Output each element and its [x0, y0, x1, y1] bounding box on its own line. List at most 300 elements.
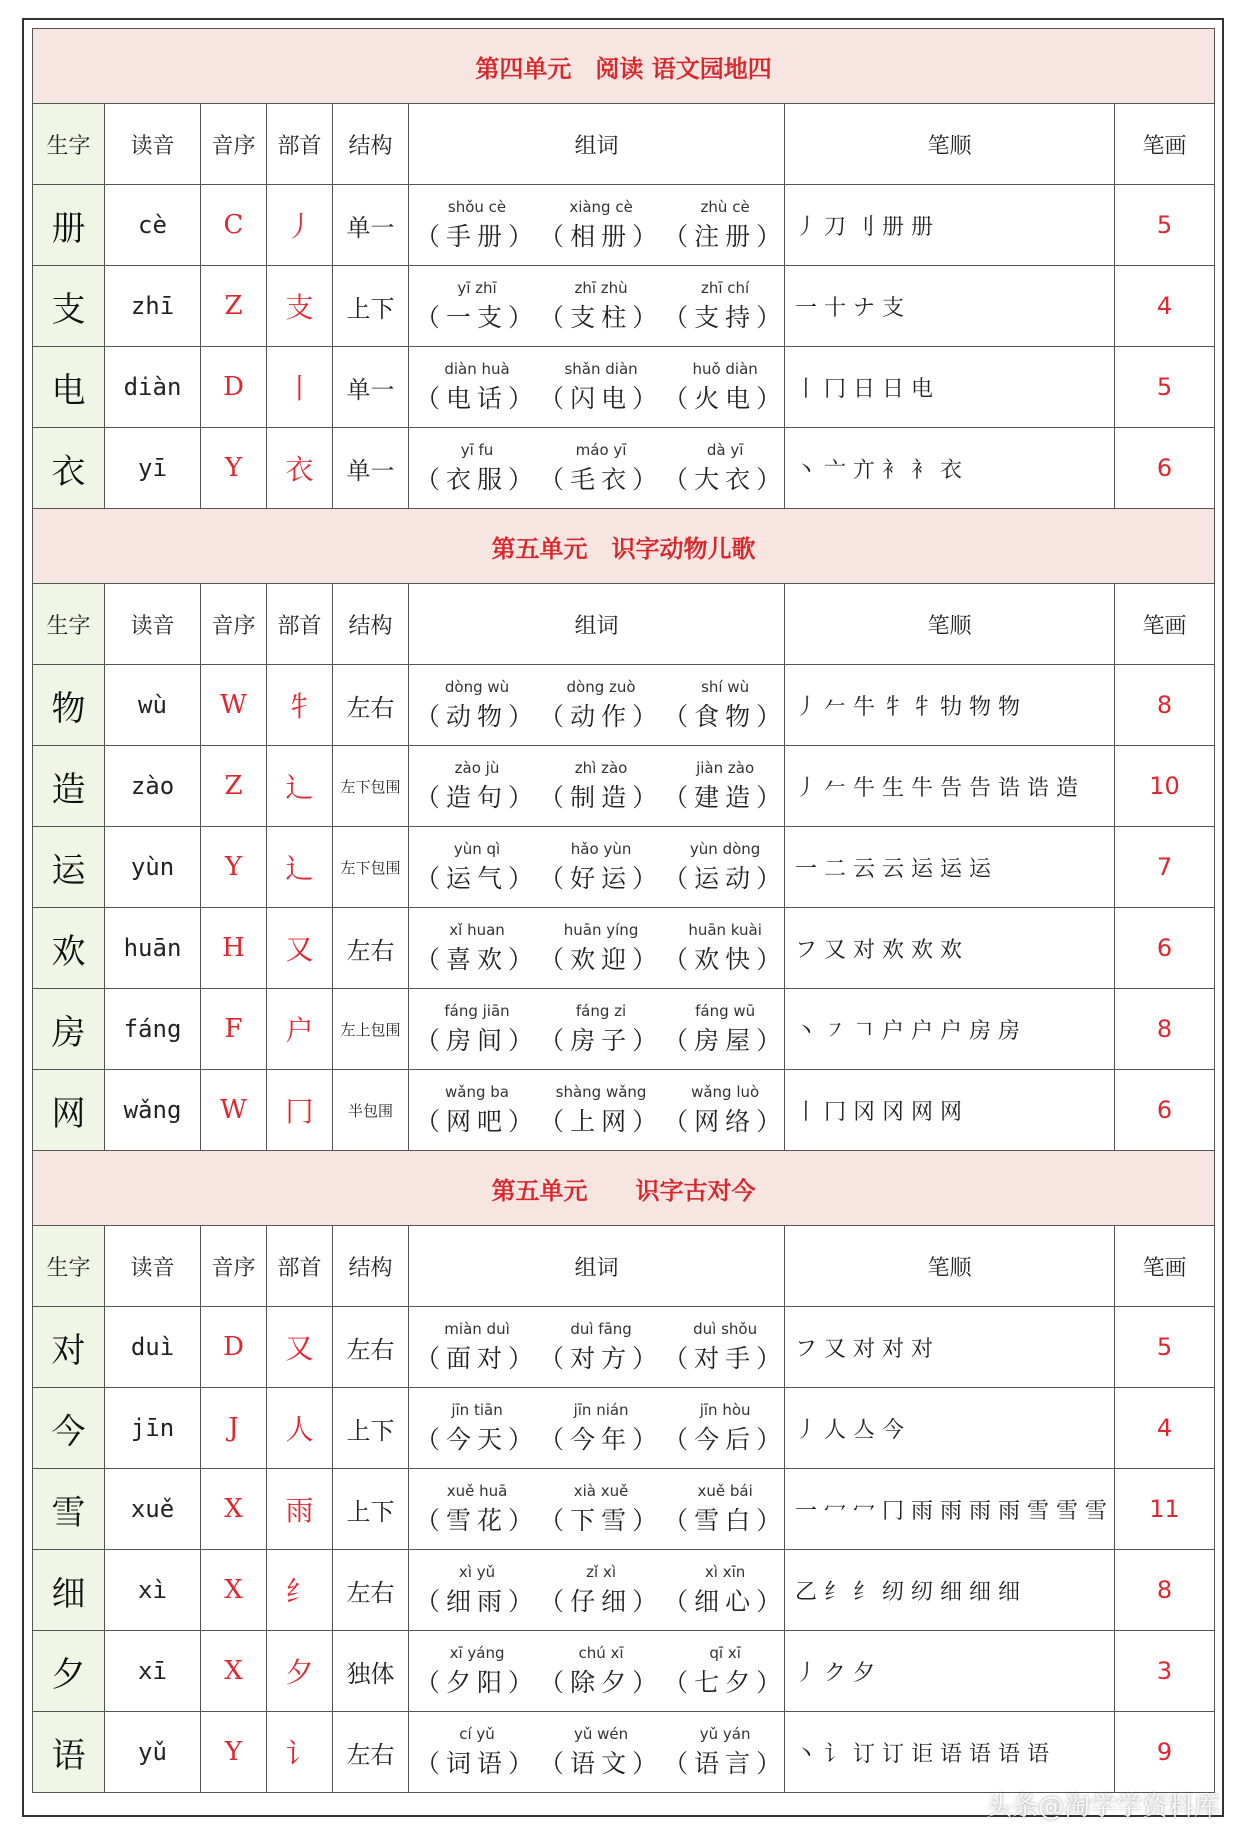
pinyin-cell: wù — [105, 665, 201, 746]
table-row — [33, 1307, 1215, 1388]
word-chinese: （细雨） — [415, 1587, 540, 1616]
word-chinese: （火电） — [663, 384, 788, 413]
word-group — [539, 1400, 663, 1456]
column-header: 笔画 — [1115, 584, 1215, 665]
word-group — [415, 197, 539, 253]
word-text: 语言 — [694, 1749, 757, 1778]
letter-order-cell: J — [201, 1388, 267, 1469]
pinyin-cell: zào — [105, 746, 201, 827]
word-group — [663, 1001, 787, 1057]
word-text: 语文 — [570, 1749, 633, 1778]
word-chinese: （闪电） — [539, 384, 664, 413]
word-group — [663, 278, 787, 334]
word-group-list — [411, 1319, 788, 1375]
structure-cell: 单一 — [333, 347, 409, 428]
word-pinyin: yǔ wén — [573, 1725, 629, 1743]
stroke-order-cell: 丿 𠂉 牛 牜 牜 牞 物 物 — [785, 665, 1115, 746]
radical-cell: 又 — [267, 1307, 333, 1388]
stroke-count-cell: 9 — [1115, 1712, 1215, 1793]
word-group — [415, 1562, 539, 1618]
word-group — [539, 1001, 663, 1057]
stroke-order-cell: 丿 ク 夕 — [785, 1631, 1115, 1712]
word-chinese: （电话） — [415, 384, 540, 413]
word-chinese: （雪白） — [663, 1506, 788, 1535]
radical-cell: 冂 — [267, 1070, 333, 1151]
word-pinyin: zǐ xì — [586, 1563, 616, 1581]
word-text: 注册 — [694, 222, 757, 251]
words-cell — [409, 665, 788, 746]
character-cell: 电 — [33, 347, 105, 428]
word-text: 网吧 — [446, 1107, 509, 1136]
radical-cell: 牜 — [267, 665, 333, 746]
section-title-row — [33, 1151, 1215, 1226]
letter-order-cell: X — [201, 1631, 267, 1712]
section-title-row — [33, 29, 1215, 104]
word-chinese: （房间） — [415, 1026, 540, 1055]
word-chinese: （毛衣） — [539, 465, 664, 494]
radical-cell: 夕 — [267, 1631, 333, 1712]
word-text: 支持 — [694, 303, 757, 332]
words-cell — [409, 428, 788, 509]
radical-cell: 丨 — [267, 347, 333, 428]
stroke-order-cell: 一 冖 冖 冂 雨 雨 雨 雨 雪 雪 雪 — [785, 1469, 1115, 1550]
word-chinese: （房子） — [539, 1026, 664, 1055]
word-pinyin: jīn tiān — [451, 1401, 503, 1419]
word-pinyin: cí yǔ — [459, 1725, 495, 1743]
word-text: 下雪 — [570, 1506, 633, 1535]
word-text: 房屋 — [694, 1026, 757, 1055]
word-group — [415, 359, 539, 415]
word-chinese: （支柱） — [539, 303, 664, 332]
letter-order-cell: D — [201, 1307, 267, 1388]
table-row — [33, 1388, 1215, 1469]
character-cell: 支 — [33, 266, 105, 347]
word-chinese: （好运） — [539, 864, 664, 893]
word-pinyin: yùn dòng — [689, 840, 761, 858]
word-group-list — [411, 197, 788, 253]
word-text: 造句 — [446, 783, 509, 812]
letter-order-cell: X — [201, 1469, 267, 1550]
word-text: 欢迎 — [570, 945, 633, 974]
word-group-list — [411, 1724, 788, 1780]
word-pinyin: xià xuě — [573, 1482, 629, 1500]
word-chinese: （今年） — [539, 1425, 664, 1454]
word-group — [663, 1643, 787, 1699]
stroke-order-cell: 丿 人 亼 今 — [785, 1388, 1115, 1469]
column-header: 音序 — [201, 584, 267, 665]
word-group — [663, 1319, 787, 1375]
word-group — [663, 1481, 787, 1537]
word-pinyin: yī fu — [460, 441, 494, 459]
letter-order-cell: D — [201, 347, 267, 428]
radical-cell: 又 — [267, 908, 333, 989]
word-text: 大衣 — [694, 465, 757, 494]
word-text: 运动 — [694, 864, 757, 893]
words-cell — [409, 989, 788, 1070]
stroke-count-cell: 6 — [1115, 908, 1215, 989]
word-group — [539, 1481, 663, 1537]
word-pinyin: jīn nián — [573, 1401, 629, 1419]
table-row — [33, 266, 1215, 347]
pinyin-cell: yùn — [105, 827, 201, 908]
word-group — [539, 1082, 663, 1138]
character-cell: 衣 — [33, 428, 105, 509]
word-pinyin: zhì zào — [574, 759, 628, 777]
stroke-count-cell: 10 — [1115, 746, 1215, 827]
radical-cell: 户 — [267, 989, 333, 1070]
word-pinyin: huān kuài — [688, 921, 762, 939]
stroke-count-cell: 5 — [1115, 1307, 1215, 1388]
stroke-order-cell: 丿 𠂉 牛 生 牛 告 告 诰 诰 造 — [785, 746, 1115, 827]
table-row — [33, 746, 1215, 827]
word-chinese: （建造） — [663, 783, 788, 812]
column-header: 生字 — [33, 1226, 105, 1307]
character-cell: 网 — [33, 1070, 105, 1151]
words-cell — [409, 827, 788, 908]
radical-cell: 讠 — [267, 1712, 333, 1793]
pinyin-cell: yī — [105, 428, 201, 509]
table-row — [33, 185, 1215, 266]
word-group-list — [411, 839, 788, 895]
word-text: 制造 — [570, 783, 633, 812]
word-group — [415, 1724, 539, 1780]
letter-order-cell: Y — [201, 827, 267, 908]
word-text: 面对 — [446, 1344, 509, 1373]
word-group — [539, 1319, 663, 1375]
pinyin-cell: cè — [105, 185, 201, 266]
column-header: 读音 — [105, 104, 201, 185]
character-cell: 运 — [33, 827, 105, 908]
word-group-list — [411, 440, 788, 496]
word-chinese: （词语） — [415, 1749, 540, 1778]
column-header: 音序 — [201, 104, 267, 185]
column-header: 笔画 — [1115, 104, 1215, 185]
word-text: 今天 — [446, 1425, 509, 1454]
letter-order-cell: C — [201, 185, 267, 266]
structure-cell: 独体 — [333, 1631, 409, 1712]
word-text: 运气 — [446, 864, 509, 893]
table-row — [33, 1550, 1215, 1631]
word-group-list — [411, 359, 788, 415]
word-group — [415, 278, 539, 334]
column-header: 组词 — [409, 104, 785, 185]
section-title: 第五单元 识字动物儿歌 — [33, 509, 1215, 584]
radical-cell: 人 — [267, 1388, 333, 1469]
word-pinyin: wǎng luò — [691, 1083, 760, 1101]
word-pinyin: xuě huā — [446, 1482, 508, 1500]
column-header: 组词 — [409, 1226, 785, 1307]
word-pinyin: xiàng cè — [569, 198, 633, 216]
character-cell: 对 — [33, 1307, 105, 1388]
word-text: 一支 — [446, 303, 509, 332]
table-row — [33, 428, 1215, 509]
section-title: 第四单元 阅读 语文园地四 — [33, 29, 1215, 104]
word-pinyin: jiàn zào — [696, 759, 755, 777]
word-group — [663, 197, 787, 253]
word-group — [539, 440, 663, 496]
pinyin-cell: diàn — [105, 347, 201, 428]
word-group — [663, 1082, 787, 1138]
word-pinyin: yùn qì — [453, 840, 501, 858]
stroke-count-cell: 4 — [1115, 1388, 1215, 1469]
word-chinese: （细心） — [663, 1587, 788, 1616]
word-group — [415, 1481, 539, 1537]
character-cell: 房 — [33, 989, 105, 1070]
character-cell: 欢 — [33, 908, 105, 989]
pinyin-cell: huān — [105, 908, 201, 989]
word-pinyin: diàn huà — [444, 360, 510, 378]
word-text: 闪电 — [570, 384, 633, 413]
word-pinyin: wǎng ba — [445, 1083, 510, 1101]
stroke-order-cell: フ 又 对 欢 欢 欢 — [785, 908, 1115, 989]
word-group-list — [411, 677, 788, 733]
word-group — [663, 359, 787, 415]
table-row — [33, 1469, 1215, 1550]
word-chinese: （网吧） — [415, 1107, 540, 1136]
letter-order-cell: X — [201, 1550, 267, 1631]
word-chinese: （注册） — [663, 222, 788, 251]
word-group — [539, 278, 663, 334]
structure-cell: 半包围 — [333, 1070, 409, 1151]
word-text: 建造 — [694, 783, 757, 812]
word-pinyin: fáng jiān — [444, 1002, 510, 1020]
stroke-count-cell: 3 — [1115, 1631, 1215, 1712]
word-group — [663, 839, 787, 895]
word-text: 细心 — [694, 1587, 757, 1616]
word-chinese: （欢快） — [663, 945, 788, 974]
pinyin-cell: xuě — [105, 1469, 201, 1550]
word-chinese: （网络） — [663, 1107, 788, 1136]
word-pinyin: dòng zuò — [566, 678, 636, 696]
word-chinese: （夕阳） — [415, 1668, 540, 1697]
word-group — [663, 920, 787, 976]
letter-order-cell: Y — [201, 428, 267, 509]
letter-order-cell: W — [201, 1070, 267, 1151]
word-chinese: （对手） — [663, 1344, 788, 1373]
word-pinyin: zhī zhù — [574, 279, 628, 297]
pinyin-cell: zhī — [105, 266, 201, 347]
stroke-order-cell: 丶 亠 亣 衤 衤 衣 — [785, 428, 1115, 509]
word-group — [663, 1400, 787, 1456]
word-group — [415, 839, 539, 895]
word-chinese: （七夕） — [663, 1668, 788, 1697]
word-pinyin: dòng wù — [444, 678, 510, 696]
word-pinyin: fáng zi — [575, 1002, 627, 1020]
word-group — [415, 1400, 539, 1456]
word-group — [415, 1319, 539, 1375]
word-text: 词语 — [446, 1749, 509, 1778]
word-pinyin: zào jù — [454, 759, 500, 777]
word-group — [415, 1082, 539, 1138]
word-group — [663, 677, 787, 733]
word-chinese: （食物） — [663, 702, 788, 731]
structure-cell: 单一 — [333, 185, 409, 266]
word-text: 夕阳 — [446, 1668, 509, 1697]
word-text: 食物 — [694, 702, 757, 731]
stroke-count-cell: 8 — [1115, 665, 1215, 746]
words-cell — [409, 1070, 788, 1151]
word-text: 相册 — [570, 222, 633, 251]
header-row — [33, 1226, 1215, 1307]
structure-cell: 左右 — [333, 908, 409, 989]
structure-cell: 上下 — [333, 1388, 409, 1469]
word-text: 动作 — [570, 702, 633, 731]
column-header: 部首 — [267, 104, 333, 185]
word-group — [539, 197, 663, 253]
word-chinese: （语言） — [663, 1749, 788, 1778]
structure-cell: 左下包围 — [333, 827, 409, 908]
word-pinyin: qī xī — [709, 1644, 741, 1662]
word-text: 手册 — [446, 222, 509, 251]
table-row — [33, 827, 1215, 908]
character-cell: 今 — [33, 1388, 105, 1469]
word-pinyin: xī yáng — [449, 1644, 505, 1662]
letter-order-cell: W — [201, 665, 267, 746]
word-group — [415, 440, 539, 496]
word-pinyin: huān yíng — [563, 921, 639, 939]
word-group-list — [411, 278, 788, 334]
word-text: 细雨 — [446, 1587, 509, 1616]
word-pinyin: máo yī — [575, 441, 627, 459]
column-header: 部首 — [267, 584, 333, 665]
words-cell — [409, 1388, 788, 1469]
words-cell — [409, 1469, 788, 1550]
word-group — [663, 440, 787, 496]
column-header: 生字 — [33, 104, 105, 185]
stroke-order-cell: 一 二 云 云 运 运 运 — [785, 827, 1115, 908]
word-group-list — [411, 1481, 788, 1537]
header-row — [33, 584, 1215, 665]
word-text: 支柱 — [570, 303, 633, 332]
word-pinyin: duì fāng — [570, 1320, 632, 1338]
structure-cell: 单一 — [333, 428, 409, 509]
words-cell — [409, 1631, 788, 1712]
word-chinese: （上网） — [539, 1107, 664, 1136]
stroke-order-cell: 丶 ㇇ 𠃍 户 户 户 房 房 — [785, 989, 1115, 1070]
watermark: 头条@淘学学资料库 — [985, 1792, 1220, 1822]
character-cell: 物 — [33, 665, 105, 746]
radical-cell: 纟 — [267, 1550, 333, 1631]
header-row — [33, 104, 1215, 185]
word-group-list — [411, 1001, 788, 1057]
words-cell — [409, 347, 788, 428]
stroke-order-cell: 丶 讠 订 订 讵 语 语 语 语 — [785, 1712, 1115, 1793]
stroke-order-cell: 丨 冂 冈 冈 网 网 — [785, 1070, 1115, 1151]
character-cell: 细 — [33, 1550, 105, 1631]
word-group — [663, 1562, 787, 1618]
word-text: 今年 — [570, 1425, 633, 1454]
pinyin-cell: xī — [105, 1631, 201, 1712]
word-group — [539, 920, 663, 976]
word-chinese: （雪花） — [415, 1506, 540, 1535]
character-table — [32, 28, 1215, 1793]
word-text: 衣服 — [446, 465, 509, 494]
stroke-count-cell: 5 — [1115, 185, 1215, 266]
word-group — [539, 359, 663, 415]
word-pinyin: xì yǔ — [458, 1563, 496, 1581]
pinyin-cell: wǎng — [105, 1070, 201, 1151]
word-group — [539, 839, 663, 895]
words-cell — [409, 185, 788, 266]
stroke-count-cell: 6 — [1115, 1070, 1215, 1151]
word-pinyin: yī zhī — [457, 279, 497, 297]
word-group — [539, 1562, 663, 1618]
structure-cell: 上下 — [333, 266, 409, 347]
radical-cell: 雨 — [267, 1469, 333, 1550]
word-pinyin: fáng wū — [695, 1002, 756, 1020]
word-chinese: （相册） — [539, 222, 664, 251]
word-group-list — [411, 920, 788, 976]
word-pinyin: xǐ huan — [449, 921, 505, 939]
word-text: 除夕 — [570, 1668, 633, 1697]
word-text: 房间 — [446, 1026, 509, 1055]
stroke-count-cell: 8 — [1115, 989, 1215, 1070]
column-header: 结构 — [333, 584, 409, 665]
word-chinese: （制造） — [539, 783, 664, 812]
table-row — [33, 989, 1215, 1070]
word-text: 七夕 — [694, 1668, 757, 1697]
word-chinese: （欢迎） — [539, 945, 664, 974]
column-header: 读音 — [105, 584, 201, 665]
word-pinyin: shí wù — [701, 678, 750, 696]
word-chinese: （面对） — [415, 1344, 540, 1373]
word-chinese: （动物） — [415, 702, 540, 731]
stroke-order-cell: 丿 刀 刂 册 册 — [785, 185, 1115, 266]
word-group — [415, 1643, 539, 1699]
pinyin-cell: jīn — [105, 1388, 201, 1469]
words-cell — [409, 1550, 788, 1631]
word-pinyin: duì shǒu — [693, 1320, 758, 1338]
character-cell: 雪 — [33, 1469, 105, 1550]
stroke-count-cell: 7 — [1115, 827, 1215, 908]
word-chinese: （一支） — [415, 303, 540, 332]
table-row — [33, 347, 1215, 428]
word-group-list — [411, 1400, 788, 1456]
stroke-order-cell: 丨 冂 日 日 电 — [785, 347, 1115, 428]
word-pinyin: miàn duì — [444, 1320, 510, 1338]
word-chinese: （手册） — [415, 222, 540, 251]
words-cell — [409, 266, 788, 347]
structure-cell: 左下包围 — [333, 746, 409, 827]
words-cell — [409, 746, 788, 827]
word-text: 对方 — [570, 1344, 633, 1373]
word-group — [415, 677, 539, 733]
page-frame — [22, 18, 1224, 1817]
word-pinyin: shàng wǎng — [555, 1083, 647, 1101]
word-group — [539, 677, 663, 733]
word-chinese: （对方） — [539, 1344, 664, 1373]
stroke-order-cell: 乙 纟 纟 纫 纫 细 细 细 — [785, 1550, 1115, 1631]
stroke-count-cell: 5 — [1115, 347, 1215, 428]
stroke-count-cell: 4 — [1115, 266, 1215, 347]
column-header: 生字 — [33, 584, 105, 665]
word-chinese: （仔细） — [539, 1587, 664, 1616]
word-pinyin: shǎn diàn — [564, 360, 638, 378]
word-text: 上网 — [570, 1107, 633, 1136]
column-header: 笔顺 — [785, 104, 1115, 185]
section-title-row — [33, 509, 1215, 584]
word-chinese: （喜欢） — [415, 945, 540, 974]
word-chinese: （造句） — [415, 783, 540, 812]
column-header: 笔顺 — [785, 1226, 1115, 1307]
table-row — [33, 1712, 1215, 1793]
words-cell — [409, 1307, 788, 1388]
letter-order-cell: H — [201, 908, 267, 989]
word-text: 喜欢 — [446, 945, 509, 974]
stroke-count-cell: 8 — [1115, 1550, 1215, 1631]
table-row — [33, 665, 1215, 746]
word-chinese: （语文） — [539, 1749, 664, 1778]
